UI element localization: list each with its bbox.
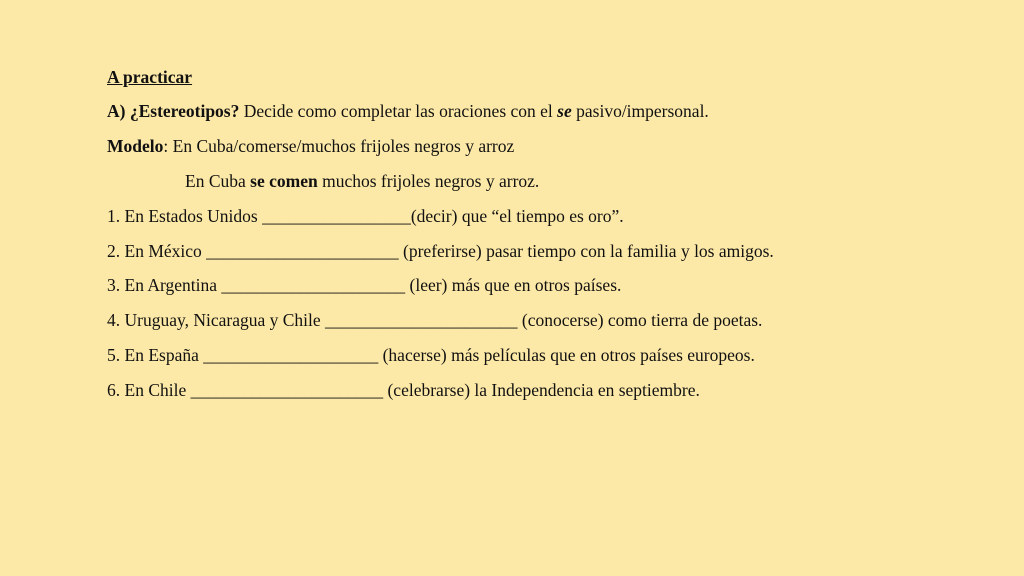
instruction-text-end: pasivo/impersonal. (571, 101, 709, 121)
model-line (107, 135, 514, 157)
model-label: Modelo (107, 136, 164, 156)
model-prompt: : En Cuba/comerse/muchos frijoles negros y arroz (163, 136, 515, 156)
exercise-item-2: 2. En México ______________________ (preferirse) pasar tiempo con la familia y los amigos. (107, 241, 774, 261)
model-answer-start: En Cuba (185, 171, 251, 191)
instruction-title: ¿Estereotipos? (129, 101, 240, 121)
model-answer-end: muchos frijoles negros y arroz. (317, 171, 540, 191)
exercise-item-6: 6. En Chile ______________________ (celebrarse) la Independencia en septiembre. (107, 380, 700, 400)
exercise-item-4: 4. Uruguay, Nicaragua y Chile ______________________ (conocerse) como tierra de poetas. (107, 310, 763, 330)
model-answer-line (185, 170, 539, 192)
exercise-item-5: 5. En España ____________________ (hacerse) más películas que en otros países europeos. (107, 345, 755, 365)
instruction-text: Decide como completar las oraciones con el (239, 101, 558, 121)
model-answer-verb: se comen (250, 171, 318, 191)
instruction-emphasis: se (557, 101, 572, 121)
instruction-line (107, 100, 709, 122)
exercise-item-3: 3. En Argentina _____________________ (leer) más que en otros países. (107, 275, 622, 295)
exercise-item-1: 1. En Estados Unidos _________________(decir) que “el tiempo es oro”. (107, 206, 624, 226)
instruction-prefix: A) (107, 101, 130, 121)
slide-heading: A practicar (107, 67, 193, 87)
